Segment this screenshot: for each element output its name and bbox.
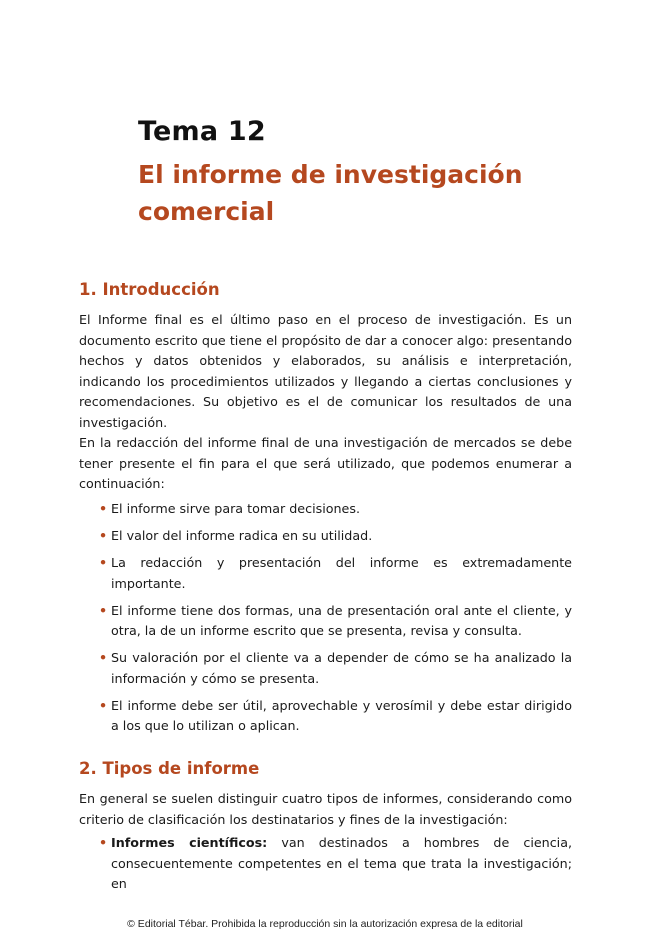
list-item-term: Informes científicos:	[111, 835, 268, 850]
paragraph: En la redacción del informe final de una investigación de mercados se debe tener presente el fin para el que será utilizado, que podemos enumerar a continuación:	[79, 435, 572, 491]
chapter-title: El informe de investigación comercial	[138, 160, 523, 226]
list-item-text: Su valoración por el cliente va a depender de cómo se ha analizado la información y cómo se presenta.	[111, 650, 572, 686]
bullet-icon: •	[99, 697, 108, 713]
list-item-text: La redacción y presentación del informe es extremadamente importante.	[111, 555, 572, 591]
section-heading-tipos-de-informe: 2. Tipos de informe	[79, 759, 260, 778]
bullet-icon: •	[99, 650, 108, 665]
list-item	[99, 648, 572, 689]
list-item	[99, 553, 572, 594]
paragraph: El Informe final es el último paso en el proceso de investigación. Es un documento escrito que tiene el propósito de dar a conocer algo: presentando hechos y datos obtenidos y elaborados, su análisis e interpretación, indicando los procedimientos utilizados y llegando a ciertas conclusiones y recomendaciones. Su objetivo es el de comunicar los resultados de una investigación.	[79, 312, 572, 430]
list-item	[99, 696, 572, 737]
list-item-text: El informe sirve para tomar decisiones.	[111, 501, 360, 516]
bullet-list-tipos	[99, 833, 572, 895]
bullet-icon: •	[99, 835, 108, 850]
list-item-text: El valor del informe radica en su utilidad.	[111, 528, 373, 543]
bullet-list-fines	[99, 499, 572, 743]
list-item	[99, 833, 572, 895]
copyright-footer: © Editorial Tébar. Prohibida la reproducción sin la autorización expresa de la editorial	[127, 918, 523, 930]
list-item	[99, 526, 572, 547]
section-heading-introduccion: 1. Introducción	[79, 280, 220, 299]
chapter-label: Tema 12	[138, 116, 266, 147]
list-item	[99, 601, 572, 642]
list-item-text: El informe tiene dos formas, una de presentación oral ante el cliente, y otra, la de un informe escrito que se presenta, revisa y consulta.	[111, 602, 572, 638]
bullet-icon: •	[99, 602, 108, 618]
paragraph: En general se suelen distinguir cuatro tipos de informes, considerando como criterio de clasificación los destinatarios y fines de la investigación:	[79, 791, 572, 827]
list-item-text: van destinados a hombres de ciencia, consecuentemente competentes en el tema que trata la investigación; en	[111, 835, 573, 891]
list-item	[99, 499, 572, 520]
list-item-text: El informe debe ser útil, aprovechable y verosímil y debe estar dirigido a los que lo utilizan o aplican.	[111, 697, 572, 733]
bullet-icon: •	[99, 555, 108, 570]
bullet-icon: •	[99, 528, 108, 543]
bullet-icon: •	[99, 501, 108, 516]
